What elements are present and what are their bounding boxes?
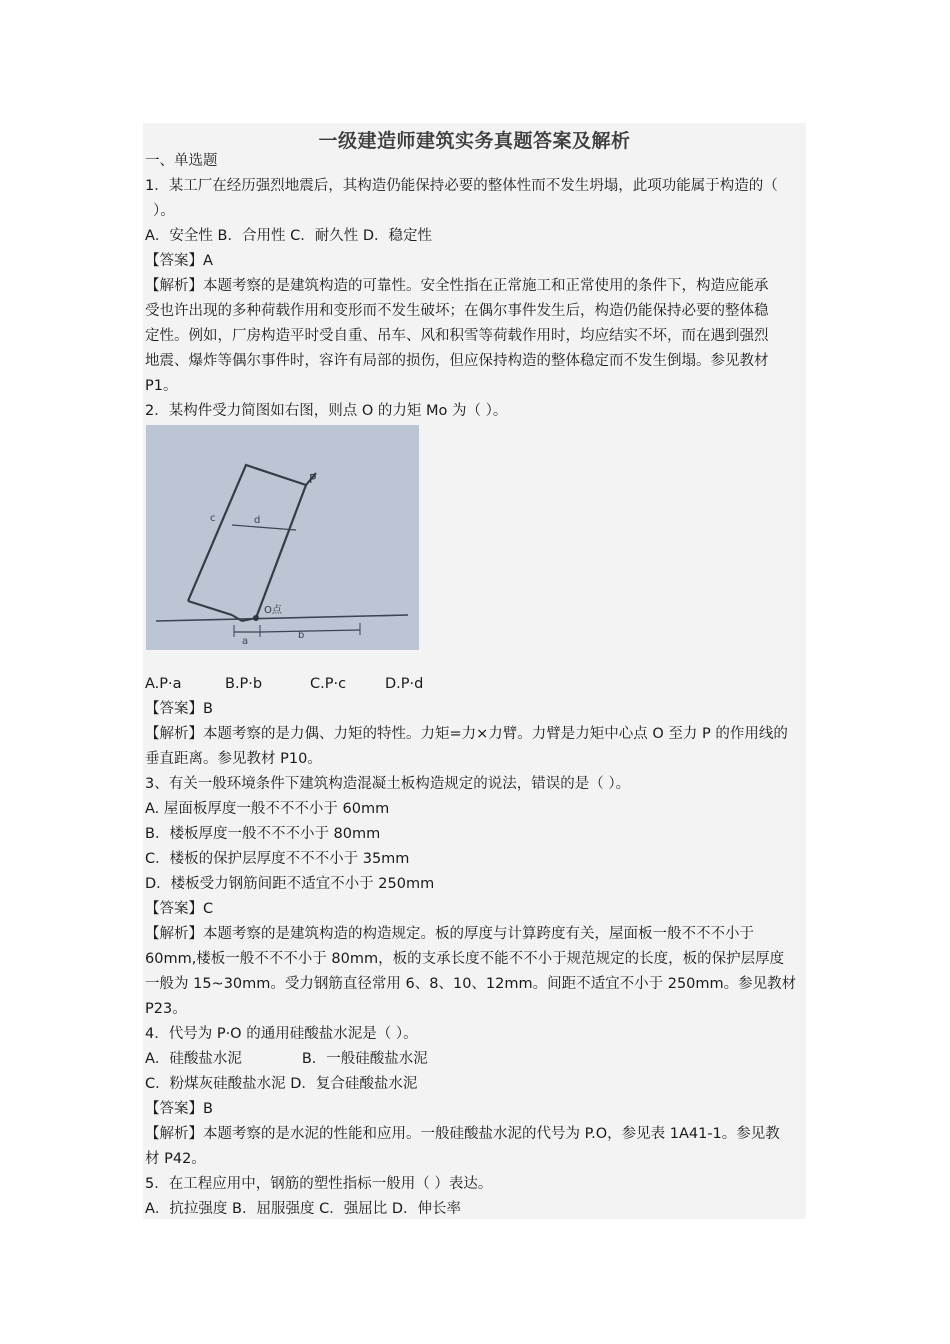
q3-analysis-line: P23。 bbox=[145, 1001, 187, 1017]
q1-analysis-line: 受也许出现的多种荷载作用和变形而不发生破坏；在偶尔事件发生后，构造仍能保持必要的整体稳 bbox=[145, 303, 769, 319]
q4-analysis-line: 材 P42。 bbox=[145, 1151, 206, 1167]
q2-option-b: B.P·b bbox=[225, 676, 263, 692]
document-page bbox=[143, 123, 806, 1219]
q1-stem-line-2: ）。 bbox=[153, 203, 175, 219]
point-o bbox=[253, 615, 259, 621]
q3-analysis-line: 一般为 15~30mm。受力钢筋直径常用 6、8、10、12mm。间距不适宜不小于 250mm。参见教材 bbox=[145, 976, 797, 992]
force-diagram-figure bbox=[146, 425, 419, 650]
q2-analysis-line: 垂直距离。参见教材 P10。 bbox=[145, 751, 322, 767]
q3-analysis-line: 【解析】本题考察的是建筑构造的构造规定。板的厚度与计算跨度有关，屋面板一般不不不小于 bbox=[145, 926, 754, 942]
q3-option-b: B．楼板厚度一般不不不小于 80mm bbox=[145, 826, 381, 842]
section-heading: 一、单选题 bbox=[145, 153, 218, 169]
q3-option-c: C．楼板的保护层厚度不不不小于 35mm bbox=[145, 851, 410, 867]
q2-option-d: D.P·d bbox=[385, 676, 424, 692]
q2-option-a: A.P·a bbox=[145, 676, 182, 692]
q4-analysis-line: 【解析】本题考察的是水泥的性能和应用。一般硅酸盐水泥的代号为 P.O，参见表 1A41-1。参见教 bbox=[145, 1126, 780, 1142]
q4-options-line-1: A．硅酸盐水泥 B．一般硅酸盐水泥 bbox=[145, 1051, 428, 1067]
q1-analysis-line: 定性。例如，厂房构造平时受自重、吊车、风和积雪等荷载作用时，均应结实不坏，而在遇到强烈 bbox=[145, 328, 769, 344]
q1-analysis-line: P1。 bbox=[145, 378, 178, 394]
label-b: b bbox=[298, 630, 305, 641]
q4-options-line-2: C．粉煤灰硅酸盐水泥 D．复合硅酸盐水泥 bbox=[145, 1076, 418, 1092]
q1-analysis-line: 【解析】本题考察的是建筑构造的可靠性。安全性指在正常施工和正常使用的条件下，构造应能承 bbox=[145, 278, 769, 294]
q1-analysis-line: 地震、爆炸等偶尔事件时，容许有局部的损伤，但应保持构造的整体稳定而不发生倒塌。参见教材 bbox=[145, 353, 769, 369]
q3-answer: 【答案】C bbox=[145, 901, 214, 917]
label-o: O点 bbox=[264, 605, 282, 616]
q1-stem-line-1: 1．某工厂在经历强烈地震后，其构造仍能保持必要的整体性而不发生坍塌，此项功能属于构造的（ bbox=[145, 178, 778, 194]
label-a: a bbox=[242, 636, 249, 647]
q2-option-c: C.P·c bbox=[310, 676, 347, 692]
q5-options: A．抗拉强度 B．屈服强度 C．强屈比 D．伸长率 bbox=[145, 1201, 461, 1217]
q3-option-a: A. 屋面板厚度一般不不不小于 60mm bbox=[145, 801, 390, 817]
force-diagram bbox=[146, 425, 419, 650]
q1-options: A．安全性 B．合用性 C．耐久性 D．稳定性 bbox=[145, 228, 432, 244]
label-c: c bbox=[210, 513, 216, 524]
document-title: 一级建造师建筑实务真题答案及解析 bbox=[318, 130, 631, 152]
q3-stem: 3、有关一般环境条件下建筑构造混凝土板构造规定的说法，错误的是（ ）。 bbox=[145, 776, 631, 792]
q2-analysis-line: 【解析】本题考察的是力偶、力矩的特性。力矩=力×力臂。力臂是力矩中心点 O 至力 P 的作用线的 bbox=[145, 726, 788, 742]
q2-options bbox=[145, 674, 423, 694]
q1-answer: 【答案】A bbox=[145, 253, 213, 269]
label-d: d bbox=[254, 515, 261, 526]
q4-stem: 4．代号为 P·O 的通用硅酸盐水泥是（ ）。 bbox=[145, 1026, 418, 1042]
q3-option-d: D．楼板受力钢筋间距不适宜不小于 250mm bbox=[145, 876, 435, 892]
label-p: P bbox=[309, 472, 317, 486]
q3-analysis-line: 60mm,楼板一般不不不小于 80mm，板的支承长度不能不不小于规范规定的长度，板的保护层厚度 bbox=[145, 951, 785, 967]
q2-stem: 2．某构件受力简图如右图，则点 O 的力矩 Mo 为（ ）。 bbox=[145, 403, 508, 419]
q5-stem: 5．在工程应用中，钢筋的塑性指标一般用（ ）表达。 bbox=[145, 1176, 493, 1192]
q2-answer: 【答案】B bbox=[145, 701, 213, 717]
q4-answer: 【答案】B bbox=[145, 1101, 213, 1117]
